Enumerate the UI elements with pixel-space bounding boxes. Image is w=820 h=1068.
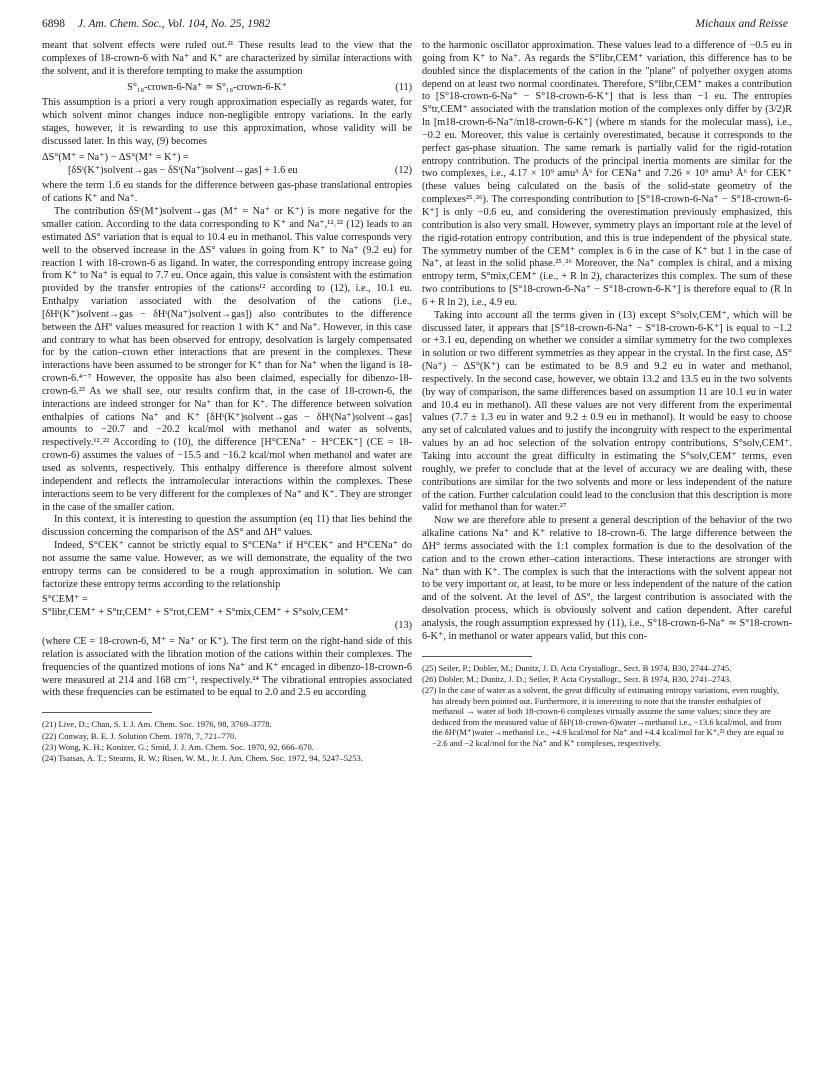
- left-column: [42, 40, 412, 765]
- equation-number: (13): [394, 620, 412, 632]
- equation-number: (12): [394, 164, 412, 176]
- equation-number: (11): [395, 81, 412, 93]
- equation-line: S°libr,CEM⁺ + S°tr,CEM⁺ + S°rot,CEM⁺ + S°mix,CEM⁺ + S°solv,CEM⁺: [42, 607, 349, 619]
- equation-11: [42, 82, 412, 95]
- footnotes: [422, 663, 792, 748]
- paragraph: Taking into account all the terms given in (13) except S°solv,CEM⁺, which will be discussed later, it appears that [S°18-crown-6-Na⁺ − S°18-crown-6-K⁺] is equal to −1.2 or +3.1 eu, depending on whether we consider a similar symmetry for the two complexes in solution or two different symmetries as they appear in the crystal. In the first case, ΔS°(Na⁺) − ΔS°(K⁺) can be estimated to be 8.9 and 9.2 eu in water and methanol, respectively. In the second case, however, we obtain 13.2 and 13.5 eu in the two solvents (by way of comparison, the same differences based on assumption 11 are 10.1 eu in water and 10.4 eu in methanol). All these values are not very different from the experimental values (7.7 ± 1.3 eu in water and 9.2 ± 0.9 eu in methanol). It would be easy to choose any set of calculated values and to justify the incongruity with respect to the experimental values by an ad hoc selection of the solvation entropy contributions, S°solv,CEM⁺. Taking into account the great difficulty in estimating the S°solv,CEM⁺ terms, even roughly, we prefer to conclude that at the level of accuracy we are dealing with, these contributions are similar for the two solvents and more or less independent of the nature of the cation. Further calculation could lead to the conclusion that this description is more valid for methanol than for water.²⁷: [422, 309, 792, 514]
- paragraph: where the term 1.6 eu stands for the difference between gas-phase translational entropies of cations K⁺ and Na⁺.: [42, 180, 412, 205]
- header-authors: Michaux and Reisse: [695, 18, 788, 30]
- equation-13: [42, 594, 412, 633]
- footnote: (21) Live, D.; Chan, S. I. J. Am. Chem. Soc. 1976, 98, 3769–3778.: [42, 719, 272, 730]
- equation-line: ΔS°(M⁺ = Na⁺) − ΔS°(M⁺ = K⁺) =: [42, 151, 189, 163]
- footnote: (23) Wong, K. H.; Konizer, G.; Smid, J. J. Am. Chem. Soc. 1970, 92, 666–670.: [42, 742, 314, 752]
- footnote-rule: [42, 712, 152, 713]
- paragraph: The contribution δSᵗ(M⁺)solvent→gas (M⁺ = Na⁺ or K⁺) is more negative for the smaller cation. According to the data corresponding to K⁺ and Na⁺,¹²˒²² (12) leads to an estimated ΔS° variation that is equal to 10.4 eu in methanol. This value corresponds very well to the observed increase in the ΔS° values in going from K⁺ to Na⁺ (9.2 eu) for reaction 1 with 18-crown-6 as ligand. In water, the corresponding entropy increase going from K⁺ to Na⁺ is equal to 7.7 eu. Once again, this value is consistent with the estimation provided by the transfer entropies of the cations¹² according to (12), i.e., 10.1 eu. Enthalpy variation associated with the desolvation of the cations (i.e., [δHᵗ(K⁺)solvent→gas − δHᵗ(Na⁺)solvent→gas]) also contributes to the difference between the ΔH° values measured for reaction 1 with K⁺ and Na⁺. However, in this case and contrary to what has been observed for entropy, desolvation is largely compensated for by the cation–crown ether interactions that are present in the complexes. These interactions have been assumed to be stronger for K⁺ than for Na⁺ when the ligand is 18-crown-6.⁴⁻⁷ However, the opposite has also been claimed, especially for dibenzo-18-crown-6.²³ As we shall see, our results confirm that, in the case of 18-crown-6, the interactions are indeed stronger for Na⁺ than for K⁺. The difference between solvation enthalpies of cations Na⁺ and K⁺ [δHᵗ(K⁺)solvent→gas − δHᵗ(Na⁺)solvent→gas] amounts to −20.7 and −20.2 kcal/mol with methanol and water as solvents, respectively.¹²˒²² According to (10), the difference [H°CENa⁺ − H°CEK⁺] (CE = 18-crown-6) assumes the values of −15.5 and −16.2 kcal/mol when methanol and water are used as solvents, respectively. This enthalpy difference is therefore almost solvent independent and reflects the intramolecular interactions within the complexes. These interactions seem to be very different for the complexes of Na⁺ and K⁺. They are stronger in the case of the smaller cation.: [42, 206, 412, 513]
- running-header: [42, 18, 788, 34]
- page-number: 6898: [42, 18, 65, 30]
- footnote: (25) Seiler, P.; Dobler, M.; Dunitz, J. D. Acta Crystallogr., Sect. B 1974, B30, 2744–2745.: [422, 662, 732, 673]
- paragraph: meant that solvent effects were ruled out.²¹ These results lead to the view that the complexes of 18-crown-6 with Na⁺ and K⁺ are characterized by similar interactions with the solvent, and it is therefore tempting to make the assumption: [42, 40, 412, 77]
- paragraph: This assumption is a priori a very rough approximation especially as regards water, for which solvent minor changes induce non-negligible entropy variations. In the early stages, however, it is rewarding to use this approximation, whose validity will be discussed later. In this way, (9) becomes: [42, 97, 412, 147]
- right-column: [422, 40, 792, 749]
- footnotes: [42, 719, 412, 764]
- paragraph: Now we are therefore able to present a general description of the behavior of the two alkaline cations Na⁺ and K⁺ relative to 18-crown-6. The large difference between the ΔH° terms associated with the 1:1 complex formation is due to the desolvation of the cation and to the crown ether–cation interactions. These interactions are stronger with Na⁺ than with K⁺. The complex is such that the interactions with the solvent appear not to be very important or, at least, to be more or less independent of the nature of the cation and of the solvent. At the level of ΔS°, the largest contribution is associated with the desolvation process, which is obviously solvent and cation dependent. After careful analysis, the rough assumption expressed by (11), i.e., S°18-crown-6-Na⁺ ≃ S°18-crown-6-K⁺, in methanol or water appears valid, but this con-: [422, 515, 792, 642]
- paragraph: to the harmonic oscillator approximation. These values lead to a difference of −0.5 eu in going from K⁺ to Na⁺. As regards the S°libr,CEM⁺ variation, this difference has to be doubled since the displacements of the cation in the "plane" of polyether oxygen atoms depend on at least two normal coordinates. Therefore, S°libr,CEM⁺ makes a contribution to [S°18-crown-6-Na⁺ − S°18-crown-6-K⁺] that is less than −1 eu. The entropies S°tr,CEM⁺ associated with the translation motion of the complexes only differ by (3/2)R ln [m18-crown-6-Na⁺/m18-crown-6-K⁺] (where m stands for the molecular mass), i.e., −0.2 eu. Moreover, this value is certainly overestimated, because it corresponds to the perfect gas-phase situation. The same remark is partially valid for the rigid-rotation entropy contribution. The products of the principal inertia moments are similar for the two complexes, i.e., 4.17 × 10⁹ amu³ Å⁶ for CENa⁺ and 7.26 × 10⁹ amu³ Å⁶ for CEK⁺ (these values being calculated on the basis of the solid-state geometry of the complexes²⁵˒²⁶). The corresponding contribution to [S°18-crown-6-Na⁺ − S°18-crown-6-K⁺] is only −0.6 eu, and considering the overestimation previously emphasized, this contribution is also very small. However, symmetry plays an important role at the level of the rigid-rotation entropy contribution, and this is true independent of the physical state. The symmetry number of the CEM⁺ complex is 6 in the case of K⁺ but 1 in the case of Na⁺, at least in the solid phase.²⁵˒²⁶ Moreover, the Na⁺ complex is chiral, and a mixing entropy term, S°mix,CEM⁺ (i.e., + R ln 2), characterizes this complex. The sum of these two contributions to [S°18-crown-6-Na⁺ − S°18-crown-6-K⁺] is therefore equal to (R ln 6 + R ln 2), i.e., 4.9 eu.: [422, 40, 792, 308]
- equation-line: S°CEM⁺ =: [42, 594, 88, 606]
- journal-citation: J. Am. Chem. Soc., Vol. 104, No. 25, 1982: [77, 18, 271, 30]
- paragraph: In this context, it is interesting to question the assumption (eq 11) that lies behind the discussion concerning the comparison of the ΔS° and ΔH° values.: [42, 514, 412, 539]
- paragraph: (where CE = 18-crown-6, M⁺ = Na⁺ or K⁺). The first term on the right-hand side of this relation is associated with the libration motion of the cations within their complexes. The frequencies of the quantized motions of ions Na⁺ and K⁺ encaged in dibenzo-18-crown-6 were measured at 214 and 168 cm⁻¹, respectively.²⁴ The vibrational entropies associated with these frequencies can be estimated to be equal to 2.0 and 2.5 eu according: [42, 635, 412, 699]
- header-left: [42, 18, 270, 30]
- equation-body: S°₁₈-crown-6-Na⁺ ≃ S°₁₈-crown-6-K⁺: [127, 81, 287, 93]
- paragraph: Indeed, S°CEK⁺ cannot be strictly equal to S°CENa⁺ if H°CEK⁺ and H°CENa⁺ do not assume the same value. However, as we will demonstrate, the equality of the two entropy terms can be considered to be a rough approximation in solution. We can factorize these entropy terms according to the relationship: [42, 540, 412, 590]
- equation-12: [42, 152, 412, 178]
- equation-line: [δSᵗ(K⁺)solvent→gas − δSᵗ(Na⁺)solvent→gas] + 1.6 eu: [68, 164, 298, 176]
- footnote: (22) Conway, B. E. J. Solution Chem. 1978, 7, 721–770.: [42, 730, 237, 741]
- footnote: (27) In the case of water as a solvent, the great difficulty of estimating entropy variations, even roughly, has already been pointed out. Furthermore, it is interesting to note that the transfer enthalpies of methanol → water of both 18-crown-6 complexes virtually assume the same values; since they are deduced from the measured value of δHᵗ(18-crown-6)water→methanol i.e., −13.6 kcal/mol, and from the δHᵗ(M⁺)water→methanol i.e., +4.9 kcal/mol for Na⁺ and +4.4 kcal/mol for K⁺,²² they are equal to −2.6 and −2 kcal/mol for the Na⁺ and K⁺ complexes, respectively.: [422, 685, 784, 748]
- footnote: (24) Tsatsas, A. T.; Stearns, R. W.; Risen, W. M., Jr. J. Am. Chem. Soc. 1972, 94, 5247–5253.: [42, 753, 363, 764]
- footnote-rule: [422, 656, 532, 657]
- footnote: (26) Dobler, M.; Dunitz, J. D.; Seiler, P. Acta Crystallogr., Sect. B 1974, B30, 2741–2743.: [422, 674, 732, 685]
